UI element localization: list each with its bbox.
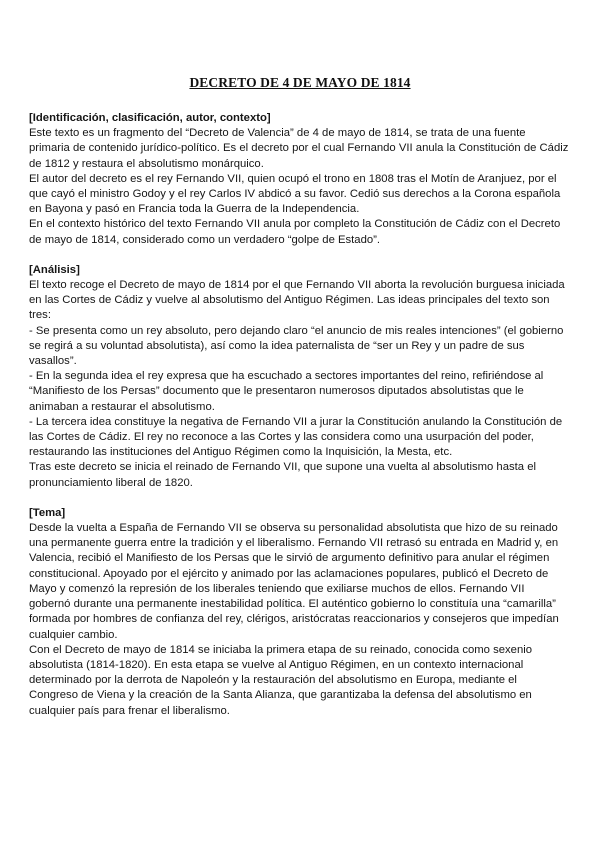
paragraph: Con el Decreto de mayo de 1814 se iniciaba la primera etapa de su reinado, conocida como sexenio absolutista (1814-1820). En esta etapa se vuelve al Antiguo Régimen, en un contexto internacional determinado por la derrota de Napoleón y la restauración del absolutismo en Europa, mediante el Congreso de Viena y la creación de la Santa Alianza, que garantizaba la defensa del absolutismo en cualquier país para frenar el liberalismo. bbox=[29, 643, 533, 717]
section-heading: [Análisis] bbox=[29, 263, 80, 276]
paragraph: En el contexto histórico del texto Fernando VII anula por completo la Constitución de Cádiz con el Decreto de mayo de 1814, considerado como un verdadero “golpe de Estado”. bbox=[29, 218, 561, 246]
section-heading: [Tema] bbox=[29, 506, 66, 519]
paragraph: Desde la vuelta a España de Fernando VII se observa su personalidad absolutista que hizo de su reinado una permanente guerra entre la tradición y el liberalismo. Fernando VII retrasó su entrada en Madrid y, en Valencia, recibió el Manifiesto de los Persas que le sirvió de argumento definitivo para anular el régimen constitucional. Apoyado por el ejército y animado por las aclamaciones populares, publicó el Decreto de Mayo y comenzó la represión de los liberales teniendo que exiliarse muchos de ellos. Fernando VII gobernó durante una permanente inestabilidad política. El auténtico gobierno lo constituía una “camarilla” formada por hombres de confianza del rey, clérigos, aristócratas reaccionarios y consejeros que impedían cualquier cambio. bbox=[29, 522, 559, 641]
section-tema bbox=[29, 506, 569, 719]
paragraph: Este texto es un fragmento del “Decreto de Valencia” de 4 de mayo de 1814, se trata de una fuente primaria de contenido jurídico-político. Es el decreto por el cual Fernando VII anula la Constitución de Cádiz de 1812 y restaura el absolutismo monárquico. bbox=[29, 127, 569, 170]
paragraph: - En la segunda idea el rey expresa que ha escuchado a sectores importantes del reino, refiriéndose al “Manifiesto de los Persas” documento que le presentaron numerosos diputados absolutistas que le animaban a restaurar el absolutismo. bbox=[29, 370, 544, 413]
paragraph: El autor del decreto es el rey Fernando VII, quien ocupó el trono en 1808 tras el Motín de Aranjuez, por el que cayó el ministro Godoy y el rey Carlos IV abdicó a su favor. Cedió sus derechos a la Corona española en Bayona y pasó en Francia toda la Guerra de la Independencia. bbox=[29, 172, 561, 216]
page-title: DECRETO DE 4 DE MAYO DE 1814 bbox=[189, 75, 411, 90]
paragraph: - Se presenta como un rey absoluto, pero dejando claro “el anuncio de mis reales intenciones” (el gobierno se regirá a su voluntad absolutista), así como la idea paternalista de “ser un Rey y un padre de sus vasallos”. bbox=[29, 324, 564, 368]
section-identificacion bbox=[29, 111, 569, 248]
section-analisis bbox=[29, 263, 569, 491]
paragraph: Tras este decreto se inicia el reinado de Fernando VII, que supone una vuelta al absolutismo hasta el pronunciamiento liberal de 1820. bbox=[29, 461, 536, 489]
paragraph: El texto recoge el Decreto de mayo de 1814 por el que Fernando VII aborta la revolución burguesa iniciada en las Cortes de Cádiz y vuelve al absolutismo del Antiguo Régimen. Las ideas principales del texto son tres: bbox=[29, 279, 565, 322]
section-heading: [Identificación, clasificación, autor, contexto] bbox=[29, 112, 271, 124]
document-body bbox=[29, 111, 569, 734]
paragraph: - La tercera idea constituye la negativa de Fernando VII a jurar la Constitución anulando la Constitución de las Cortes de Cádiz. El rey no reconoce a las Cortes y las considera como una usurpación del poder, restaurando las instituciones del Antiguo Régimen como la Inquisición, la Mesta, etc. bbox=[29, 415, 563, 459]
